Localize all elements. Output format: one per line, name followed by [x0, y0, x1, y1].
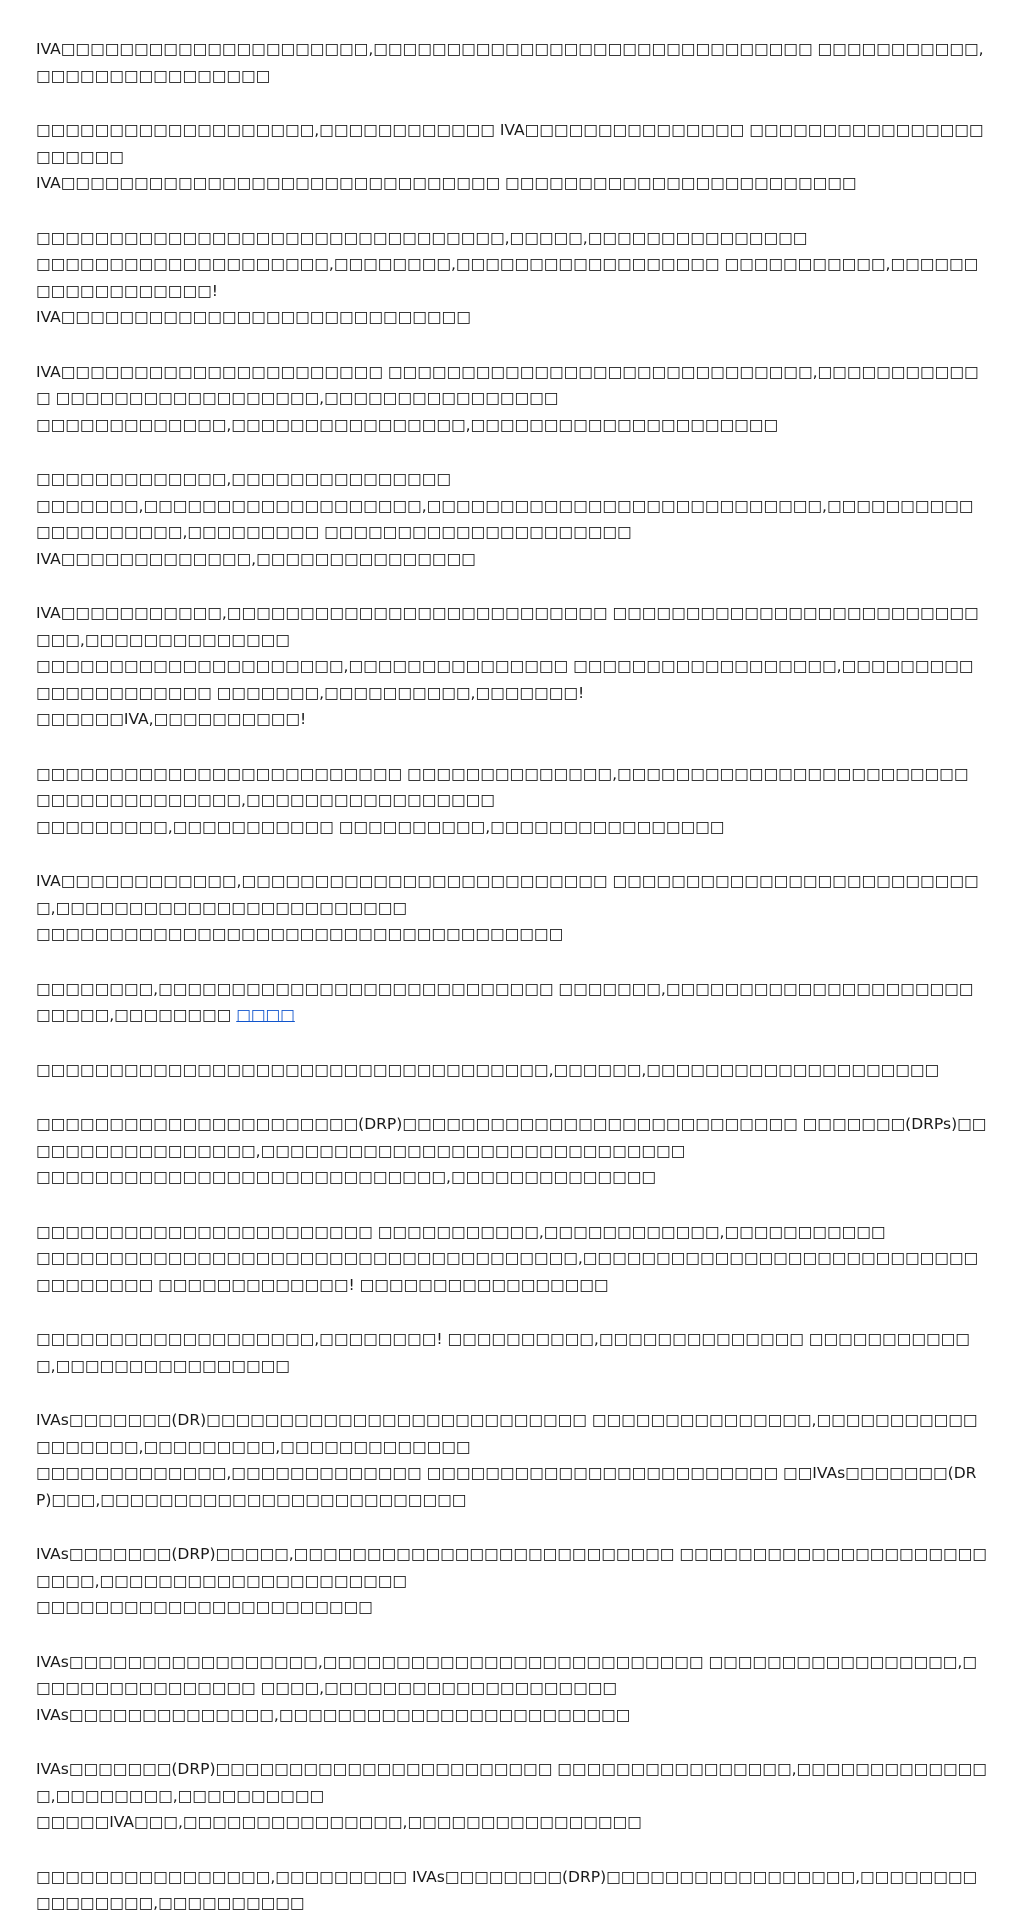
paragraph-4: IVA□□□□□□□□□□□□□□□□□□□□□□ □□□□□□□□□□□□□□□□□□□□□□□□□□□□□,□□□□□□□□□□□□ □□□□□□□□□□□□□□□□□□,□□□□□□□□□□□□□□□□ □□□□□□□□□□□□□,□□□□□□□□□□□□□□□□,□□□□□□□□□□□□□□□□□□□□□	[36, 362, 979, 434]
paragraph-5: □□□□□□□□□□□□□,□□□□□□□□□□□□□□□ □□□□□□□,□□□□□□□□□□□□□□□□□□□,□□□□□□□□□□□□□□□□□□□□□□□□□□□,□□□□□□□□□□□□□□□□□□□□,□□□□□□□□□ □□□□□□□□□□□□□□□□□□□□□ IVA□□□□□□□□□□□□□,□□□□□□□□□□□□□□□	[36, 470, 974, 568]
paragraph-7: □□□□□□□□□□□□□□□□□□□□□□□□□ □□□□□□□□□□□□□□,□□□□□□□□□□□□□□□□□□□□□□□□ □□□□□□□□□□□□□□,□□□□□□□□□□□□□□□□□ □□□□□□□□□,□□□□□□□□□□□ □□□□□□□□□□,□□□□□□□□□□□□□□□□	[36, 764, 969, 836]
paragraph-14: IVAs□□□□□□□(DR)□□□□□□□□□□□□□□□□□□□□□□□□□□ □□□□□□□□□□□□□□□,□□□□□□□□□□□□□□□□□□,□□□□□□□□□,□□□□□□□□□□□□□ □□□□□□□□□□□□□,□□□□□□□□□□□□□ □□□□□□□□□□□□□□□□□□□□□□□□ □□IVAs□□□□□□□(DRP)□□□,□□□□□□□□□□□□□□□□□□□□□□□□□	[36, 1411, 978, 1509]
paragraph-9-text: □□□□□□□□,□□□□□□□□□□□□□□□□□□□□□□□□□□□ □□□□□□□,□□□□□□□□□□□□□□□□□□□□□□□□□□,□□□□□□□□	[36, 979, 974, 1024]
paragraph-1: IVA□□□□□□□□□□□□□□□□□□□□□,□□□□□□□□□□□□□□□□□□□□□□□□□□□□□□ □□□□□□□□□□□,□□□□□□□□□□□□□□□□	[36, 40, 984, 85]
paragraph-16: IVAs□□□□□□□□□□□□□□□□□,□□□□□□□□□□□□□□□□□□□□□□□□□□ □□□□□□□□□□□□□□□□□,□□□□□□□□□□□□□□□□ □□□□,□□□□□□□□□□□□□□□□□□□□ IVAs□□□□□□□□□□□□□□,□□□□□□□□□□□□□□□□□□□□□□□□	[36, 1652, 977, 1724]
paragraph-10: □□□□□□□□□□□□□□□□□□□□□□□□□□□□□□□□□□□,□□□□□□,□□□□□□□□□□□□□□□□□□□□	[36, 1060, 940, 1079]
paragraph-18: □□□□□□□□□□□□□□□□,□□□□□□□□□ IVAs□□□□□□□□(DRP)□□□□□□□□□□□□□□□□□,□□□□□□□□ □□□□□□□□,□□□□□□□□□□	[36, 1867, 978, 1912]
paragraph-with-link	[36, 976, 988, 1029]
paragraph-2: □□□□□□□□□□□□□□□□□□□,□□□□□□□□□□□□ IVA□□□□□□□□□□□□□□□ □□□□□□□□□□□□□□□□□□□□□□ IVA□□□□□□□□□□□□□□□□□□□□□□□□□□□□□□ □□□□□□□□□□□□□□□□□□□□□□□□	[36, 121, 984, 192]
paragraph-13: □□□□□□□□□□□□□□□□□□□,□□□□□□□□! □□□□□□□□□□,□□□□□□□□□□□□□□ □□□□□□□□□□□□,□□□□□□□□□□□□□□□□	[36, 1330, 970, 1375]
paragraph-11: □□□□□□□□□□□□□□□□□□□□□□(DRP)□□□□□□□□□□□□□□□□□□□□□□□□□□□ □□□□□□□(DRPs)□□□□□□□□□□□□□□□□□,□□□□□□□□□□□□□□□□□□□□□□□□□□□□□ □□□□□□□□□□□□□□□□□□□□□□□□□□□□,□□□□□□□□□□□□□□	[36, 1115, 987, 1186]
paragraph-3: □□□□□□□□□□□□□□□□□□□□□□□□□□□□□□□□,□□□□□,□□□□□□□□□□□□□□□ □□□□□□□□□□□□□□□□□□□□,□□□□□□□□,□□□□□□□□□□□□□□□□□□ □□□□□□□□□□□,□□□□□□□□□□□□□□□□□□! IVA□□□□□□□□□□□□□□□□□□□□□□□□□□□□	[36, 228, 979, 326]
paragraph-8: IVA□□□□□□□□□□□□,□□□□□□□□□□□□□□□□□□□□□□□□□ □□□□□□□□□□□□□□□□□□□□□□□□□□,□□□□□□□□□□□□□□□□□□□□□□□□ □□□□□□□□□□□□□□□□□□□□□□□□□□□□□□□□□□□□	[36, 872, 979, 943]
paragraph-12: □□□□□□□□□□□□□□□□□□□□□□□ □□□□□□□□□□□,□□□□□□□□□□□□,□□□□□□□□□□□ □□□□□□□□□□□□□□□□□□□□□□□□□□□□□□□□□□□□□,□□□□□□□□□□□□□□□□□□□□□□□□□□□□□□□□□□□ □□□□□□□□□□□□□! □□□□□□□□□□□□□□□□□	[36, 1222, 979, 1294]
inline-link[interactable]: □□□□	[236, 1006, 295, 1024]
paragraph-6: IVA□□□□□□□□□□□,□□□□□□□□□□□□□□□□□□□□□□□□□□ □□□□□□□□□□□□□□□□□□□□□□□□□□□□,□□□□□□□□□□□□□□ □□□□□□□□□□□□□□□□□□□□□,□□□□□□□□□□□□□□□ □□□□□□□□□□□□□□□□□□,□□□□□□□□□□□□□□□□□□□□□ □□□□□□□,□□□□□□□□□□,□□□□□□□! □□□□□□IVA,□□□□□□□□□□!	[36, 604, 979, 728]
paragraph-17: IVAs□□□□□□□(DRP)□□□□□□□□□□□□□□□□□□□□□□□ □□□□□□□□□□□□□□□□,□□□□□□□□□□□□□□,□□□□□□□□,□□□□□□□□□□ □□□□□IVA□□□,□□□□□□□□□□□□□□□,□□□□□□□□□□□□□□□□	[36, 1760, 987, 1831]
paragraph-15: IVAs□□□□□□□(DRP)□□□□□,□□□□□□□□□□□□□□□□□□□□□□□□□□ □□□□□□□□□□□□□□□□□□□□□□□□□,□□□□□□□□□□□□□□□□□□□□□ □□□□□□□□□□□□□□□□□□□□□□□	[36, 1545, 987, 1616]
